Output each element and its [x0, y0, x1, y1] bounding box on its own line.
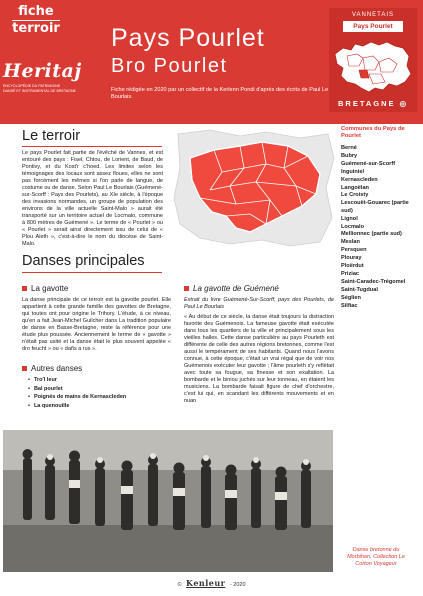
gavotte-heading: La gavotte [22, 284, 68, 293]
commune-list [341, 145, 415, 310]
region-label: VANNETAIS [351, 12, 395, 18]
commune-item: Saint-Caradec-Trégomel [341, 278, 406, 285]
commune-item: Plouray [341, 255, 362, 262]
guemene-text [184, 297, 334, 408]
commune-item: Guémené-sur-Scorff [341, 160, 396, 167]
commune-item: Meslan [341, 239, 360, 246]
guemene-paragraph: « Au début de ce siècle, la danse était toujours la distraction favorite des Guémenois. La fameuse gavotte était exécutée dans tous les quartiers de la ville et principalement sous les vieilles halles. Cette danse particulière au pays Pourleth est différente de celle des autres régions bretonnes, comme l'est aussi le tempérament de ses habitants. Quand nous l'avons connue, à cette époque, c'était un vrai régal que de voir nos Guémenois exécuter leur gavotte ; l'âme pourleth s'y reflétait avec toute sa fougue, sa finesse et son exaltation. La bombarde et le biniou juchés sur leur tonneau, en étaient les musiciens. La bombarde faisait figure de chef d'orchestre, c'est lui qui, en scandant les différents mouvements et en nuan [184, 314, 334, 404]
heritaj-tagline [3, 84, 99, 94]
terroir-paragraph: Le pays Pourlet fait partie de l'évêché de Vannes, et est entouré des pays : Fisel, Chtou, de Lorient, de Baud, de Pontivy, et du Kost'r c'hoed. Les limites selon les témoignages des locaux sont assez floues, elles ne sont pas forcément les mêmes si l'on parle de langue, de costume ou de danse. Selon Paul Le Bourlais (Guémené-sur-Scorff : Pays des Pourlets), au XIe siècle, à l'époque des invasions normandes, un groupe de population des environs de la ville actuelle Saint-Malo » aurait été transporté sur un territoire actuel de Locmalo, commune à 800 mètres de Guémené ». Le terme de « Pourlet » ou « Pourlet » serait ainsi directement issu de celui de « Plou Aleth », c'est-à-dire le nom du diocèse de Saint-Malo. [22, 150, 163, 247]
gavotte-paragraph: La danse principale de ce terroir est la gavotte pourlet. Elle appartient à cette grande famille des gavottes de Bretagne, qui toutes ont pour origine le Trihory. L'étude, à ce niveau, qu'en a fait Jean-Michel Guilcher dans La tradition populaire de danse en Basse-Bretagne, reste la référence pour une étude plus poussée. Anciennement le terme de « gavotte » n'était pas usité et la danse était le plus souvent appelée « dro feucht » ou « dañs a rus ». [22, 297, 171, 352]
page-subtitle: Bro Pourlet [111, 55, 228, 77]
terroir-text [22, 150, 163, 251]
commune-item: Locmalo [341, 223, 365, 230]
commune-item: Priziac [341, 271, 360, 277]
heritaj-logo: Heritaj [3, 60, 82, 82]
fiche-terroir-badge [8, 5, 64, 45]
commune-item: Lescouët-Gouarec (partie sud) [341, 200, 409, 214]
commune-item: Silfiac [341, 302, 358, 309]
footer [0, 578, 423, 588]
autre-danse-item: • Tro'l leur [28, 376, 168, 385]
brittany-map-icon [333, 36, 413, 98]
footer-year: - 2020 [229, 582, 246, 588]
danses-heading: Danses principales [22, 253, 145, 269]
autre-danse-item: • Bal pourlet [28, 385, 168, 394]
danses-rule [22, 272, 162, 273]
header-band [0, 0, 423, 124]
commune-item: Lignol [341, 215, 358, 222]
autres-danses-list [28, 376, 168, 410]
tagline-line-1: ENCYCLOPÉDIE DU PATRIMOINE [3, 84, 61, 88]
autres-heading: Autres danses [22, 364, 82, 373]
kenleur-logo[interactable]: Kenleur [186, 578, 226, 588]
commune-item: Berné [341, 145, 357, 151]
copyright-symbol: © [177, 582, 182, 588]
brittany-map-panel [329, 8, 417, 112]
commune-item: Kernascleden [341, 176, 378, 183]
autre-danse-item: • La quenouille [28, 402, 168, 411]
dance-photo [3, 430, 333, 572]
commune-item: Saint-Tugdual [341, 286, 378, 293]
commune-item: Le Croisty [341, 192, 369, 199]
pays-pourlet-map [170, 128, 336, 248]
communes-title: Communes du Pays de Pourlet [341, 126, 405, 139]
commune-item: Bubry [341, 152, 358, 159]
photo-illustration [3, 430, 333, 572]
gavotte-text [22, 297, 171, 356]
terroir-heading: Le terroir [22, 128, 81, 144]
guemene-heading: La gavotte de Guémené [184, 284, 279, 293]
red-square-icon [22, 286, 27, 291]
fiche-label: fiche [18, 4, 54, 19]
commune-item: Inguiniel [341, 168, 364, 175]
red-square-icon [184, 286, 189, 291]
heritaj-logo-block[interactable] [3, 60, 99, 118]
guemene-source: Extrait du livre Guémené-Sur-Scorff, pays des Pourlets, de Paul Le Bourlais [184, 297, 334, 310]
communes-sidebar [341, 126, 415, 311]
terroir-label: terroir [12, 21, 60, 36]
commune-item: Séglien [341, 294, 361, 301]
commune-item: Langoëlan [341, 184, 369, 191]
bzh-circle-icon: ◎ [399, 99, 409, 108]
region-tag: Pays Pourlet [343, 21, 403, 32]
commune-item: Persquen [341, 247, 367, 254]
terroir-rule [22, 146, 162, 147]
autre-danse-item: • Poignés de mains de Kernascleden [28, 393, 168, 402]
page-title: Pays Pourlet [111, 24, 265, 52]
credit-text: Fiche rédigée en 2020 par un collectif de la Kerlenn Pondi d'après des écrits de Paul Le Bourlais. [111, 87, 329, 100]
tagline-line-2: DANSÉ ET INSTRUMENTAL DE BRETAGNE [3, 89, 76, 93]
commune-item: Mellionnec (partie sud) [341, 231, 402, 238]
photo-caption: Danse bretonne du Morbihan. Collection Le Corton Voyageur [347, 547, 405, 567]
red-square-icon [22, 366, 27, 371]
bretagne-label: BRETAGNE ◎ [338, 99, 409, 108]
commune-item: Ploërdut [341, 263, 364, 270]
